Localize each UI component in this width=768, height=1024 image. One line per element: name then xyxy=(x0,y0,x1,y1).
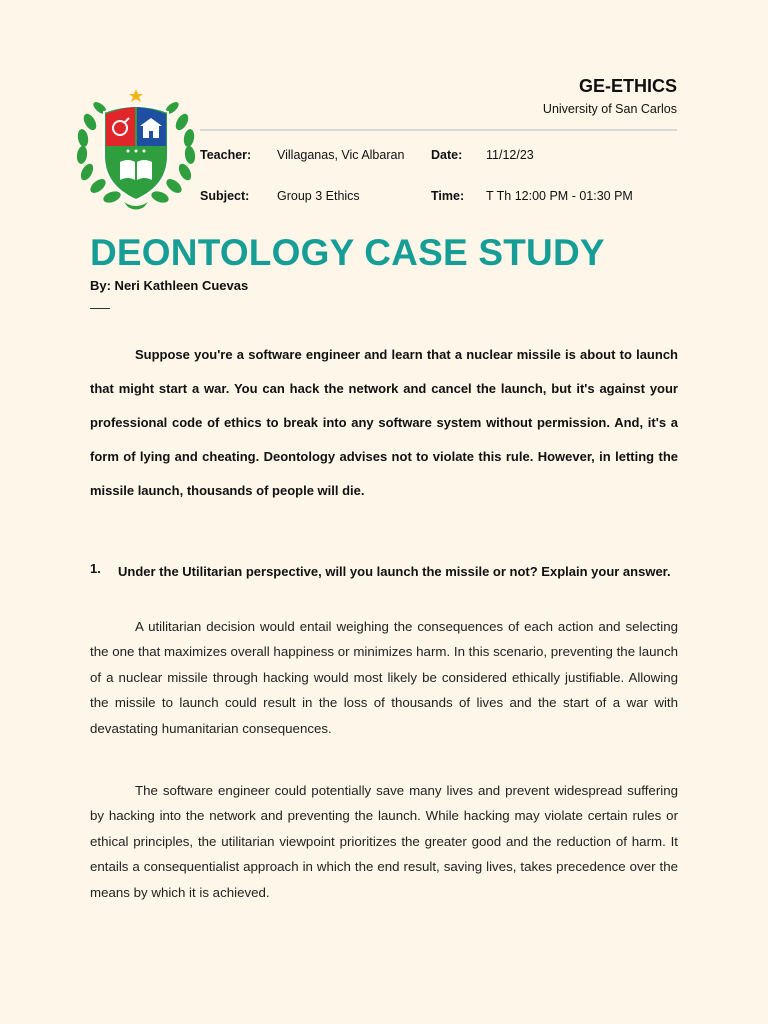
course-code: GE-ETHICS xyxy=(578,76,677,96)
university-name: University of San Carlos xyxy=(542,102,677,116)
document-title: DEONTOLOGY CASE STUDY xyxy=(90,232,605,273)
question-number: 1. xyxy=(90,561,101,576)
teacher-label: Teacher: xyxy=(200,148,252,162)
time-label: Time: xyxy=(431,189,465,203)
time-value: T Th 12:00 PM - 01:30 PM xyxy=(486,189,633,203)
date-label: Date: xyxy=(431,148,463,162)
university-seal-logo xyxy=(72,86,200,214)
answer-paragraph: The software engineer could potentially save many lives and prevent widespread suffering by hacking into the network and preventing the launch. While hacking may violate certain rules or ethical principles, the utilitarian viewpoint prioritizes the greater good and the reduction of harm. It entails a consequentialist approach in which the end result, saving lives, takes precedence over the means by which it is achieved. xyxy=(90,783,678,900)
header-divider xyxy=(200,129,677,131)
teacher-value: Villaganas, Vic Albaran xyxy=(277,148,405,162)
intro-paragraph: Suppose you're a software engineer and learn that a nuclear missile is about to launch that might start a war. You can hack the network and cancel the launch, but it's against your professional code of ethics to break into any software system without permission. And, it's a form of lying and cheating. Deontology advises not to violate this rule. However, in letting the missile launch, thousands of people will die. xyxy=(90,347,678,498)
date-value: 11/12/23 xyxy=(486,148,534,162)
answer-paragraph: A utilitarian decision would entail weighing the consequences of each action and selecting the one that maximizes overall happiness or minimizes harm. In this scenario, preventing the launch of a nuclear missile through hacking would most likely be considered ethically justifiable. Allowing the missile to launch could result in the loss of thousands of lives and the start of a war with devastating humanitarian consequences. xyxy=(90,619,678,736)
byline-divider xyxy=(90,308,110,309)
question-text: Under the Utilitarian perspective, will you launch the missile or not? Explain your answer. xyxy=(118,564,671,579)
subject-value: Group 3 Ethics xyxy=(277,189,360,203)
author-byline: By: Neri Kathleen Cuevas xyxy=(90,278,249,293)
subject-label: Subject: xyxy=(200,189,250,203)
